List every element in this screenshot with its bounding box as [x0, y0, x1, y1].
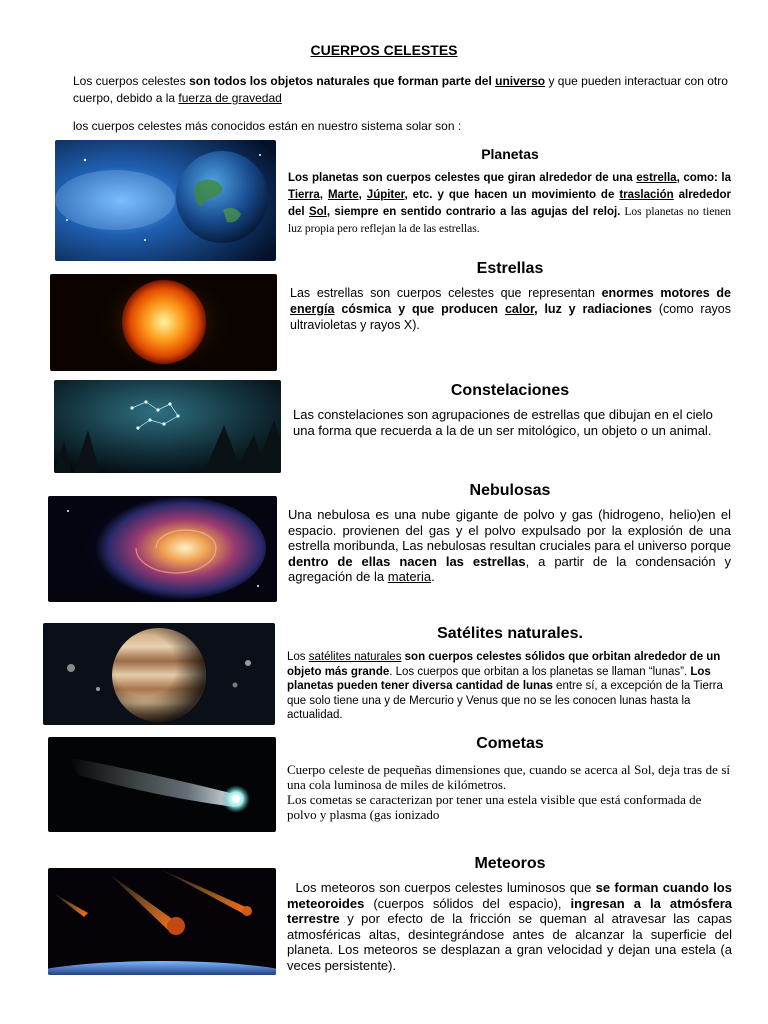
section-body-satelites: Los satélites naturales son cuerpos celestes sólidos que orbitan alrededor de un objeto más grande. Los cuerpos que orbitan a los planetas se llaman “lunas”. Los planetas pueden tener diversa cantidad de lunas entre sí, a excepción de la Tierra que solo tiene una y de Mercurio y Venus que no se les conocen lunas hasta la actualidad.: [287, 651, 723, 721]
earth-image: [55, 140, 276, 261]
section-title-planetas: Planetas: [481, 146, 539, 162]
link-tierra[interactable]: Tierra: [288, 189, 320, 201]
intro-paragraph: Los cuerpos celestes son todos los objetos naturales que forman parte del universo y que pueden interactuar con otro cuerpo, debido a la fuerza de gravedad: [73, 74, 728, 105]
link-estrella[interactable]: estrella: [636, 172, 677, 184]
link-universo[interactable]: universo: [495, 74, 546, 88]
link-energia[interactable]: energía: [290, 302, 335, 316]
constellation-image: [54, 380, 281, 473]
comet-image: [48, 737, 276, 832]
link-calor[interactable]: calor: [504, 302, 535, 316]
sun-image: [50, 274, 277, 371]
section-title-nebulosas: Nebulosas: [469, 482, 551, 499]
jupiter-moons-image: [43, 623, 275, 725]
link-fuerza-de-gravedad[interactable]: fuerza de gravedad: [178, 91, 282, 105]
meteors-image: [48, 868, 276, 975]
section-body-constelaciones: Las constelaciones son agrupaciones de estrellas que dibujan en el cielo una forma que recuerda a la de un ser mitológico, un objeto o un animal.: [293, 407, 713, 438]
section-body-meteoros: Los meteoros son cuerpos celestes luminosos que se forman cuando los meteoroides (cuerpos sólidos del espacio), ingresan a la atmósfera terrestre y por efecto de la fricción se queman al atravesar las capas atmosféricas altas, desintegrándose antes de alcanzar la superficie del planeta. Los meteoros se desplazan a gran velocidad y dejan una estela (a veces persistente).: [287, 880, 732, 973]
document-title: CUERPOS CELESTES: [310, 42, 458, 58]
section-body-cometas: Cuerpo celeste de pequeñas dimensiones que, cuando se acerca al Sol, deja tras de sí una cola luminosa de miles de kilómetros. Los cometas se caracterizan por tener una estela visible que está conformada de polvo y plasma (gas ionizado: [287, 762, 730, 822]
link-marte[interactable]: Marte: [327, 189, 359, 201]
section-body-nebulosas: Una nebulosa es una nube gigante de polvo y gas (hidrogeno, helio)en el espacio. provienen del gas y el polvo expulsado por la explosión de una estrella moribunda, Las nebulosas resultan cruciales para el universo porque dentro de ellas nacen las estrellas, a partir de la condensación y agregación de la materia.: [288, 507, 731, 584]
section-body-planetas: Los planetas son cuerpos celestes que giran alrededor de una estrella, como: la Tierra, Marte, Júpiter, etc. y que hacen un movimiento de traslación alrededor del Sol, siempre en sentido contrario a las agujas del reloj. Los planetas no tienen luz propia pero reflejan la de las estrellas.: [288, 172, 732, 235]
section-title-estrellas: Estrellas: [476, 260, 544, 277]
nebula-image: [48, 496, 277, 602]
intro-line-2: los cuerpos celestes más conocidos están en nuestro sistema solar son :: [73, 119, 462, 133]
link-jupiter[interactable]: Júpiter: [366, 189, 405, 201]
section-title-constelaciones: Constelaciones: [450, 382, 570, 399]
section-title-satelites: Satélites naturales.: [437, 625, 583, 642]
link-sol[interactable]: Sol: [308, 206, 327, 218]
section-title-meteoros: Meteoros: [474, 855, 546, 872]
link-materia[interactable]: materia: [387, 569, 432, 584]
section-title-cometas: Cometas: [476, 735, 544, 752]
link-traslacion[interactable]: traslación: [619, 189, 674, 201]
section-body-estrellas: Las estrellas son cuerpos celestes que representan enormes motores de energía cósmica y que producen calor, luz y radiaciones (como rayos ultravioletas y rayos X).: [290, 286, 732, 332]
link-satelites-naturales[interactable]: satélites naturales: [308, 651, 402, 663]
